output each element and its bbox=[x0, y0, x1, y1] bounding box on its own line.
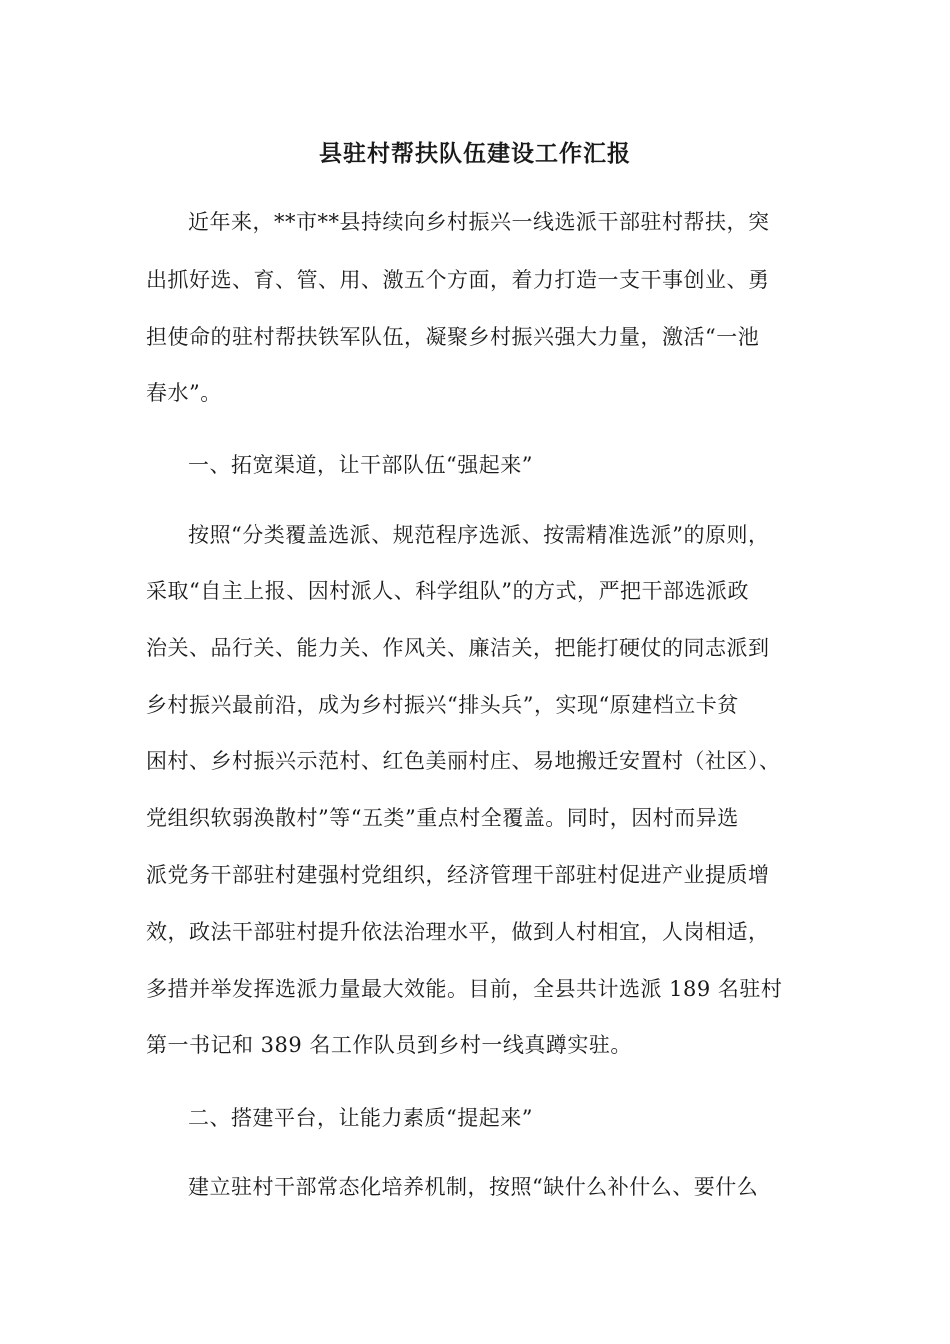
paragraph-line: 建立驻村干部常态化培养机制，按照“缺什么补什么、要什么 bbox=[188, 1175, 759, 1199]
section-heading: 二、搭建平台，让能力素质“提起来” bbox=[188, 1106, 533, 1130]
paragraph-line: 困村、乡村振兴示范村、红色美丽村庄、易地搬迁安置村（社区）、 bbox=[146, 749, 781, 773]
paragraph-line: 乡村振兴最前沿，成为乡村振兴“排头兵”，实现“原建档立卡贫 bbox=[146, 693, 739, 717]
document-title: 县驻村帮扶队伍建设工作汇报 bbox=[319, 140, 631, 167]
paragraph-line: 近年来，**市**县持续向乡村振兴一线选派干部驻村帮扶，突 bbox=[188, 210, 770, 234]
paragraph-line: 党组织软弱涣散村”等“五类”重点村全覆盖。同时，因村而异选 bbox=[146, 806, 739, 830]
paragraph-line: 按照“分类覆盖选派、规范程序选派、按需精准选派”的原则， bbox=[188, 523, 770, 547]
paragraph-line: 治关、品行关、能力关、作风关、廉洁关，把能打硬仗的同志派到 bbox=[146, 636, 770, 660]
paragraph-line: 担使命的驻村帮扶铁军队伍，凝聚乡村振兴强大力量，激活“一池 bbox=[146, 325, 760, 349]
paragraph-line: 多措并举发挥选派力量最大效能。目前，全县共计选派 189 名驻村 bbox=[146, 977, 783, 1001]
paragraph-line: 第一书记和 389 名工作队员到乡村一线真蹲实驻。 bbox=[146, 1033, 632, 1057]
paragraph-line: 春水”。 bbox=[146, 381, 222, 405]
section-heading: 一、拓宽渠道，让干部队伍“强起来” bbox=[188, 453, 533, 477]
paragraph-line: 采取“自主上报、因村派人、科学组队”的方式，严把干部选派政 bbox=[146, 579, 749, 603]
paragraph-line: 出抓好选、育、管、用、激五个方面，着力打造一支干事创业、勇 bbox=[146, 268, 770, 292]
paragraph-line: 效，政法干部驻村提升依法治理水平，做到人村相宜，人岗相适， bbox=[146, 920, 770, 944]
paragraph-line: 派党务干部驻村建强村党组织，经济管理干部驻村促进产业提质增 bbox=[146, 863, 770, 887]
